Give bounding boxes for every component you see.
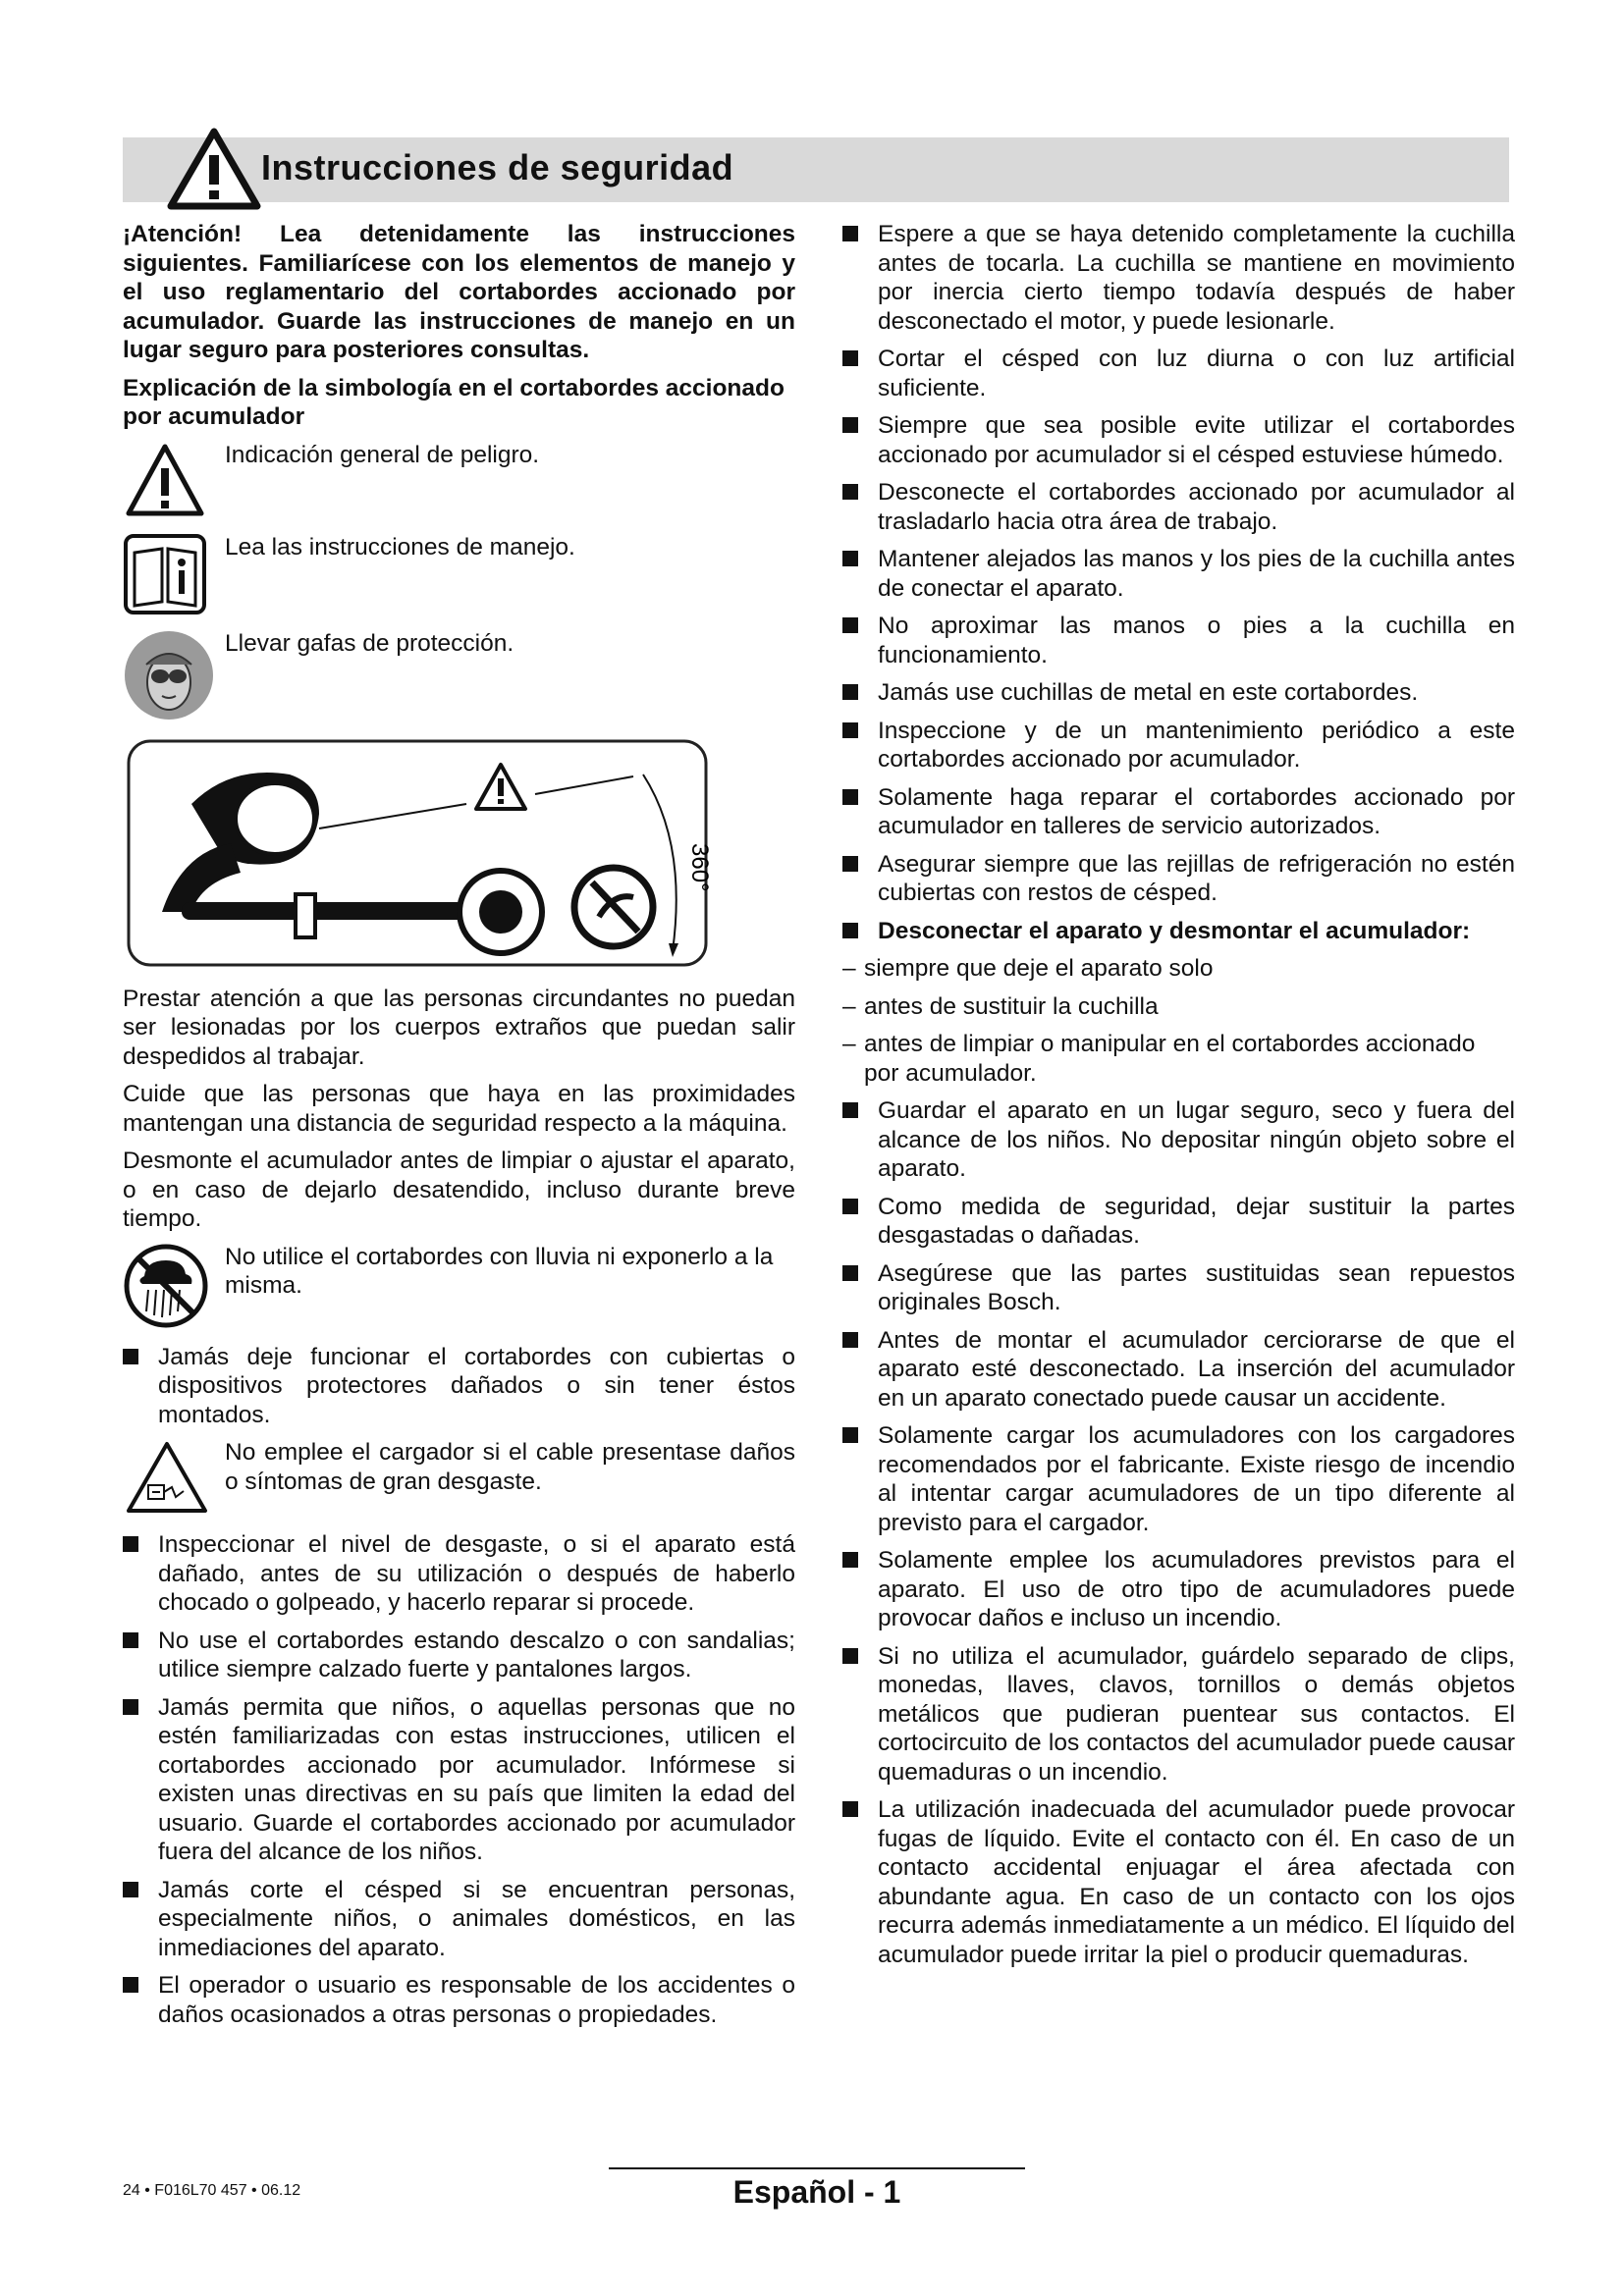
symbol-text: Llevar gafas de protección. <box>225 629 514 657</box>
paragraph: Prestar atención a que las personas circundantes no puedan ser lesionadas por los cuerpos extraños que puedan salir despedidos al trabajar. <box>123 985 795 1070</box>
list-item: Desconecte el cortabordes accionado por acumulador al trasladarlo hacia otra área de trabajo. <box>842 478 1515 536</box>
list-item: Jamás permita que niños, o aquellas personas que no estén familiarizadas con estas instrucciones, utilicen el cortabordes accionado por acumulador. Infórmese si existen unas directivas en su país que limiten la edad del usuario. Guarde el cortabordes accionado por acumulador fuera del alcance de los niños. <box>123 1693 795 1867</box>
list-item: Inspeccionar el nivel de desgaste, o si el aparato está dañado, antes de su utilización o después de haberlo chocado o golpeado, y hacerlo reparar si procede. <box>123 1530 795 1618</box>
list-item: El operador o usuario es responsable de los accidentes o daños ocasionados a otras personas o propiedades. <box>123 1971 795 2029</box>
symbol-row-manual <box>123 533 795 615</box>
bullet-square <box>842 856 858 872</box>
list-item: Inspeccione y de un mantenimiento periódico a este cortabordes accionado por acumulador. <box>842 717 1515 774</box>
list-item: Antes de montar el acumulador cerciorarse de que el aparato esté desconectado. La inserción del acumulador en un aparato conectado puede causar un accidente. <box>842 1326 1515 1414</box>
list-item: Solamente haga reparar el cortabordes accionado por acumulador en talleres de servicio autorizados. <box>842 783 1515 841</box>
list-item: Jamás corte el césped si se encuentran personas, especialmente niños, o animales domésticos, en las inmediaciones del aparato. <box>123 1876 795 1963</box>
bullet-square <box>842 684 858 700</box>
bullet-square <box>842 923 858 938</box>
list-item: Como medida de seguridad, dejar sustituir la partes desgastadas o dañadas. <box>842 1193 1515 1251</box>
footer-code: 24 • F016L70 457 • 06.12 <box>123 2182 301 2199</box>
list-item: Siempre que sea posible evite utilizar el cortabordes accionado por acumulador si el césped estuviese húmedo. <box>842 411 1515 469</box>
list-item: La utilización inadecuada del acumulador puede provocar fugas de líquido. Evite el contacto con él. En caso de un contacto accidental enjuagar el área afectada con abundante agua. En caso de un contacto con los ojos recurra además inmediatamente a un médico. El líquido del acumulador puede irritar la piel o producir quemaduras. <box>842 1795 1515 1969</box>
symbols-heading: Explicación de la simbología en el cortabordes accionado por acumulador <box>123 374 785 430</box>
warning-triangle-icon <box>165 126 263 212</box>
bullet-square <box>842 484 858 500</box>
intro-warning: ¡Atención! Lea detenidamente las instrucciones siguientes. Familiarícese con los elementos de manejo y el uso reglamentario del cortabordes accionado por acumulador. Guarde las instrucciones de manejo en un lugar seguro para posteriores consultas. <box>123 221 795 363</box>
bullet-square <box>842 1552 858 1568</box>
paragraph: Desmonte el acumulador antes de limpiar o ajustar el aparato, o en caso de dejarlo desatendido, incluso durante breve tiempo. <box>123 1148 795 1232</box>
symbol-row-danger <box>123 441 795 519</box>
list-item: Asegúrese que las partes sustituidas sean repuestos originales Bosch. <box>842 1259 1515 1317</box>
paragraph: Cuide que las personas que haya en las proximidades mantengan una distancia de seguridad respecto a la máquina. <box>123 1081 795 1137</box>
bullet-square <box>842 1102 858 1118</box>
disconnect-heading: Desconectar el aparato y desmontar el acumulador: <box>842 917 1515 946</box>
symbol-row-rain <box>123 1243 795 1329</box>
list-item: Jamás use cuchillas de metal en este cortabordes. <box>842 678 1515 708</box>
left-column <box>123 220 795 2038</box>
page-title: Instrucciones de seguridad <box>261 147 734 187</box>
bullet-square <box>842 350 858 366</box>
right-column <box>842 220 1515 1978</box>
bullet-square <box>123 1349 138 1364</box>
damaged-charger-warning-icon <box>123 1438 221 1517</box>
symbol-text: Indicación general de peligro. <box>225 441 540 468</box>
safety-goggles-icon <box>123 629 221 721</box>
list-item: No use el cortabordes estando descalzo o con sandalias; utilice siempre calzado fuerte y pantalones largos. <box>123 1627 795 1684</box>
bullet-square <box>123 1632 138 1648</box>
list-item: No aproximar las manos o pies a la cuchilla en funcionamiento. <box>842 612 1515 669</box>
dash-item: – siempre que deje el aparato solo <box>842 955 1214 982</box>
dash-item: – antes de sustituir la cuchilla <box>842 992 1159 1020</box>
list-item: Jamás deje funcionar el cortabordes con cubiertas o dispositivos protectores dañados o sin tener éstos montados. <box>123 1343 795 1430</box>
page-number: Español - 1 <box>732 2174 901 2210</box>
list-item: Guardar el aparato en un lugar seguro, seco y fuera del alcance de los niños. No depositar ningún objeto sobre el aparato. <box>842 1096 1515 1184</box>
bullet-square <box>842 551 858 566</box>
trimmer-warning-figure <box>123 735 712 971</box>
symbol-text: No utilice el cortabordes con lluvia ni exponerlo a la misma. <box>225 1243 774 1299</box>
bullet-square <box>842 1199 858 1214</box>
read-manual-icon <box>123 533 221 615</box>
list-item: Asegurar siempre que las rejillas de refrigeración no estén cubiertas con restos de césped. <box>842 850 1515 908</box>
bullet-square <box>123 1536 138 1552</box>
bullet-square <box>123 1977 138 1993</box>
list-item: Solamente cargar los acumuladores con los cargadores recomendados por el fabricante. Existe riesgo de incendio al intentar cargar acumuladores de un tipo diferente al previsto para el cargador. <box>842 1421 1515 1537</box>
bullet-square <box>842 789 858 805</box>
no-rain-icon <box>123 1243 221 1329</box>
bullet-square <box>842 1427 858 1443</box>
bullet-square <box>842 617 858 633</box>
symbol-text: No emplee el cargador si el cable presentase daños o síntomas de gran desgaste. <box>225 1439 795 1495</box>
bullet-square <box>842 722 858 738</box>
symbol-row-charger <box>123 1438 795 1517</box>
symbol-row-goggles <box>123 629 795 721</box>
warning-triangle-icon <box>123 441 221 519</box>
list-item: Espere a que se haya detenido completamente la cuchilla antes de tocarla. La cuchilla se mantiene en movimiento por inercia cierto tiempo todavía después de haber desconectado el motor, y puede lesionarle. <box>842 220 1515 336</box>
bullet-square <box>842 1648 858 1664</box>
list-item: Mantener alejados las manos y los pies de la cuchilla antes de conectar el aparato. <box>842 545 1515 603</box>
list-item: Si no utiliza el acumulador, guárdelo separado de clips, monedas, llaves, clavos, tornillos o demás objetos metálicos que pudieran puentear sus contactos. El cortocircuito de los contactos del acumulador puede causar quemaduras o un incendio. <box>842 1642 1515 1788</box>
bullet-square <box>123 1882 138 1897</box>
bullet-square <box>842 1801 858 1817</box>
angle-label: 360° <box>686 842 712 892</box>
bullet-square <box>123 1699 138 1715</box>
bullet-square <box>842 1265 858 1281</box>
bullet-square <box>842 417 858 433</box>
symbol-text: Lea las instrucciones de manejo. <box>225 533 575 561</box>
list-item: Cortar el césped con luz diurna o con luz artificial suficiente. <box>842 345 1515 402</box>
list-item: Solamente emplee los acumuladores previstos para el aparato. El uso de otro tipo de acumuladores puede provocar daños e incluso un incendio. <box>842 1546 1515 1633</box>
dash-item: – antes de limpiar o manipular en el cortabordes accionado por acumulador. <box>842 1031 1476 1087</box>
bullet-square <box>842 226 858 241</box>
bullet-square <box>842 1332 858 1348</box>
